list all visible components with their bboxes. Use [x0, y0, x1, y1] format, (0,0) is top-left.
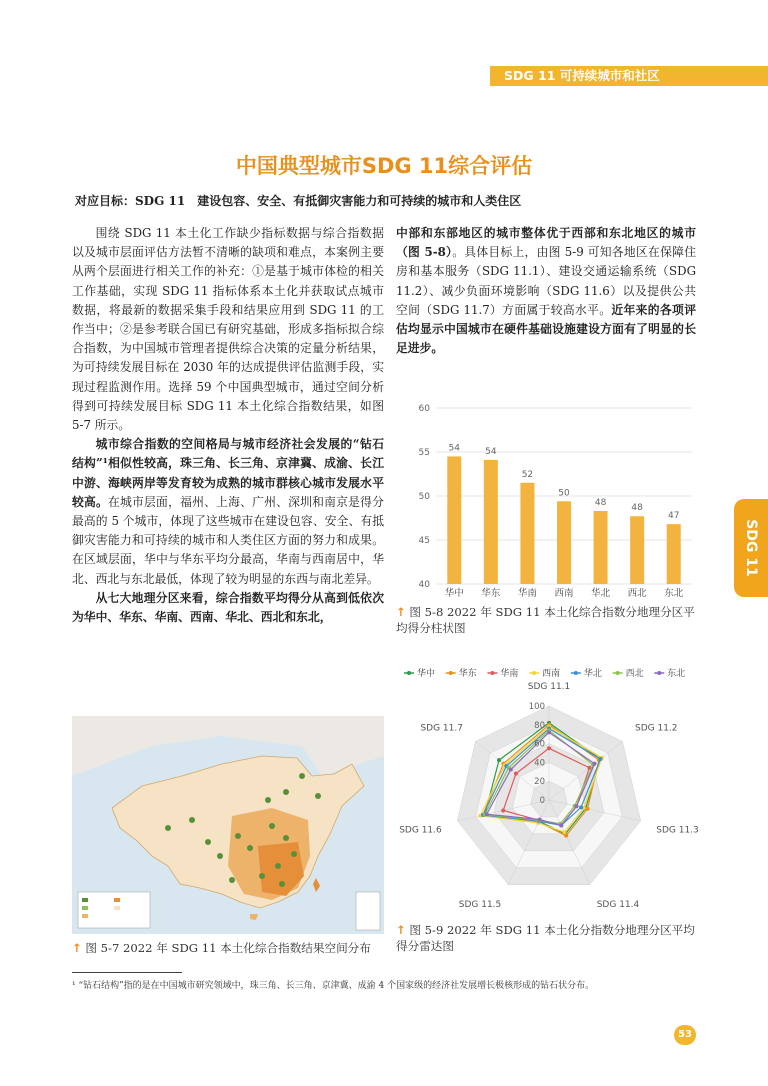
radar-legend-dot — [490, 671, 494, 675]
radar-point — [485, 812, 489, 816]
radar-rtick-label: 80 — [534, 720, 545, 731]
bar-ytick-label: 50 — [418, 492, 430, 502]
bar-data-label: 52 — [521, 469, 534, 480]
radar-rtick-label: 0 — [539, 796, 545, 806]
paragraph-3: 从七大地理分区来看，综合指数平均得分从高到低依次为华中、华东、华南、西南、华北、西北和东北， — [72, 590, 384, 625]
bar-7 — [667, 524, 681, 584]
side-tab-label: SDG 11 — [743, 519, 759, 577]
radar-point — [579, 805, 583, 809]
radar-axis-label: SDG 11.2 — [635, 723, 678, 734]
radar-legend-dot — [532, 671, 536, 675]
radar-legend-label: 华北 — [583, 669, 602, 679]
bar-data-label: 54 — [485, 446, 497, 457]
radar-chart — [396, 660, 702, 922]
radar-rtick-label: 40 — [534, 758, 545, 769]
radar-legend-label: 华中 — [417, 669, 436, 679]
radar-legend-dot — [449, 671, 453, 675]
radar-legend-label: 西南 — [542, 669, 561, 679]
bar-xtick-label: 华东 — [481, 588, 501, 599]
bar-3 — [520, 483, 534, 584]
radar-point — [538, 817, 542, 821]
section-header: SDG 11 可持续城市和社区 — [490, 66, 768, 86]
radar-legend-dot — [407, 671, 411, 675]
radar-legend-label: 西北 — [625, 669, 644, 679]
side-tab — [734, 499, 768, 597]
radar-point — [564, 834, 568, 838]
bar-data-label: 48 — [594, 497, 607, 508]
radar-axis-label: SDG 11.7 — [420, 723, 463, 734]
radar-legend-label: 华东 — [458, 669, 477, 679]
bar-2 — [484, 460, 498, 584]
radar-point — [562, 830, 566, 834]
radar-legend-label: 华南 — [500, 669, 519, 679]
radar-point — [598, 757, 602, 761]
bar-chart — [396, 398, 702, 604]
radar-axis-label: SDG 11.3 — [656, 825, 699, 836]
radar-rtick-label: 60 — [534, 739, 545, 750]
fig-5-8-caption: ↑ 图 5-8 2022 年 SDG 11 本土化综合指数分地理分区平均得分柱状图 — [396, 605, 695, 635]
radar-axis-label: SDG 11.1 — [527, 682, 571, 692]
bar-xtick-label: 华南 — [517, 588, 537, 599]
radar-point — [547, 746, 551, 750]
radar-legend-label: 东北 — [667, 669, 686, 679]
arrow-up-icon: ↑ — [396, 605, 406, 619]
radar-legend-dot — [616, 671, 620, 675]
bar-xtick-label: 东北 — [664, 588, 684, 599]
left-column — [72, 224, 384, 627]
bar-ytick-label: 45 — [418, 536, 430, 546]
bar-data-label: 50 — [558, 488, 570, 499]
china-map-figure — [72, 716, 384, 934]
radar-point — [547, 730, 551, 734]
radar-point — [574, 804, 578, 808]
bar-data-label: 54 — [448, 443, 461, 454]
footnote-divider — [72, 972, 182, 973]
paragraph-4: 中部和东部地区的城市整体优于西部和东北地区的城市（图 5-8）。具体目标上，由图 5-9 可知各地区在保障住房和基本服务（SDG 11.1）、建设交通运输系统（SDG 11.2）、减少负面环境影响（SDG 11.6）以及提供公共空间（SDG 11.7）方面属于较高水平。近年来的各项评估均显示中国城市在硬件基础设施建设方面有了明显的长足进步。 — [396, 226, 696, 356]
radar-legend-dot — [657, 671, 661, 675]
radar-point — [585, 807, 589, 811]
bar-data-label: 48 — [631, 503, 643, 514]
radar-axis-label: SDG 11.6 — [399, 825, 442, 836]
arrow-up-icon: ↑ — [396, 923, 406, 937]
arrow-up-icon: ↑ — [72, 941, 82, 955]
fig-5-7-caption: ↑ 图 5-7 2022 年 SDG 11 本土化综合指数结果空间分布 — [72, 941, 371, 955]
radar-rtick-label: 20 — [534, 777, 545, 788]
bar-6 — [630, 516, 644, 584]
radar-legend-dot — [574, 671, 578, 675]
bar-ytick-label: 60 — [418, 404, 430, 414]
fig-5-9-caption: ↑ 图 5-9 2022 年 SDG 11 本土化分指数分地理分区平均得分雷达图 — [396, 923, 695, 953]
radar-axis-label: SDG 11.5 — [458, 900, 502, 911]
radar-point — [497, 758, 501, 762]
south-sea-inset — [356, 892, 380, 930]
bar-xtick-label: 华北 — [591, 588, 611, 599]
paragraph-2: 城市综合指数的空间格局与城市经济社会发展的“钻石结构”¹相似性较高，珠三角、长三角、京津冀、成渝、长江中游、海峡两岸等发育较为成熟的城市群核心城市发展水平较高。在城市层面，福州、上海、广州、深圳和南京是得分最高的 5 个城市，体现了这些城市在建设包容、安全、有抵御灾害能力和可持续的城市和人类住区方面的努力和成果。在区域层面，华中与华东平均分最高，华南与西南居中，华北、西北与东北最低，体现了较为明显的东西与南北差异。 — [72, 437, 384, 586]
radar-point — [501, 808, 505, 812]
paragraph-1: 围绕 SDG 11 本土化工作缺少指标数据与综合指数据以及城市层面评估方法暂不清晰的缺项和难点，本案例主要从两个层面进行相关工作的补充：①是基于城市体检的相关工作基础，实现 SDG 11 指标体系本土化并获取试点城市数据，将最新的数据采集手段和结果应用到 SDG 11 的工作当中；②是参考联合国已有研究基础，形成多指标拟合综合指数，为中国城市管理者提供综合决策的定量分析结果，为可持续发展目标在 2030 年的达成提供评估监测手段，实现过程监测作用。选择 59 个中国典型城市，通过空间分析得到可持续发展目标 SDG 11 本土化综合指数结果，如图 5-7 所示。 — [72, 226, 384, 433]
bar-5 — [594, 511, 608, 584]
target-line: 对应目标：SDG 11 建设包容、安全、有抵御灾害能力和可持续的城市和人类住区 — [75, 194, 522, 208]
page-title: 中国典型城市SDG 11综合评估 — [235, 154, 533, 178]
right-column — [396, 224, 696, 358]
radar-axis-label: SDG 11.4 — [596, 900, 640, 911]
bar-xtick-label: 华中 — [444, 588, 464, 599]
radar-point — [593, 762, 597, 766]
radar-point — [559, 823, 563, 827]
radar-rtick-label: 100 — [528, 702, 545, 712]
radar-point — [514, 772, 518, 776]
bar-xtick-label: 西北 — [627, 588, 647, 599]
bar-ytick-label: 55 — [418, 448, 430, 458]
footnote: ¹ “钻石结构”指的是在中国城市研究领域中，珠三角、长三角、京津冀、成渝 4 个国家级的经济社发展增长极核形成的钻石状分布。 — [72, 981, 595, 991]
page-number: 53 — [674, 1025, 696, 1045]
bar-xtick-label: 西南 — [554, 588, 574, 599]
bar-data-label: 47 — [667, 511, 680, 522]
bar-1 — [447, 456, 461, 584]
bar-4 — [557, 501, 571, 584]
radar-point — [509, 768, 513, 772]
bar-ytick-label: 40 — [418, 580, 430, 590]
